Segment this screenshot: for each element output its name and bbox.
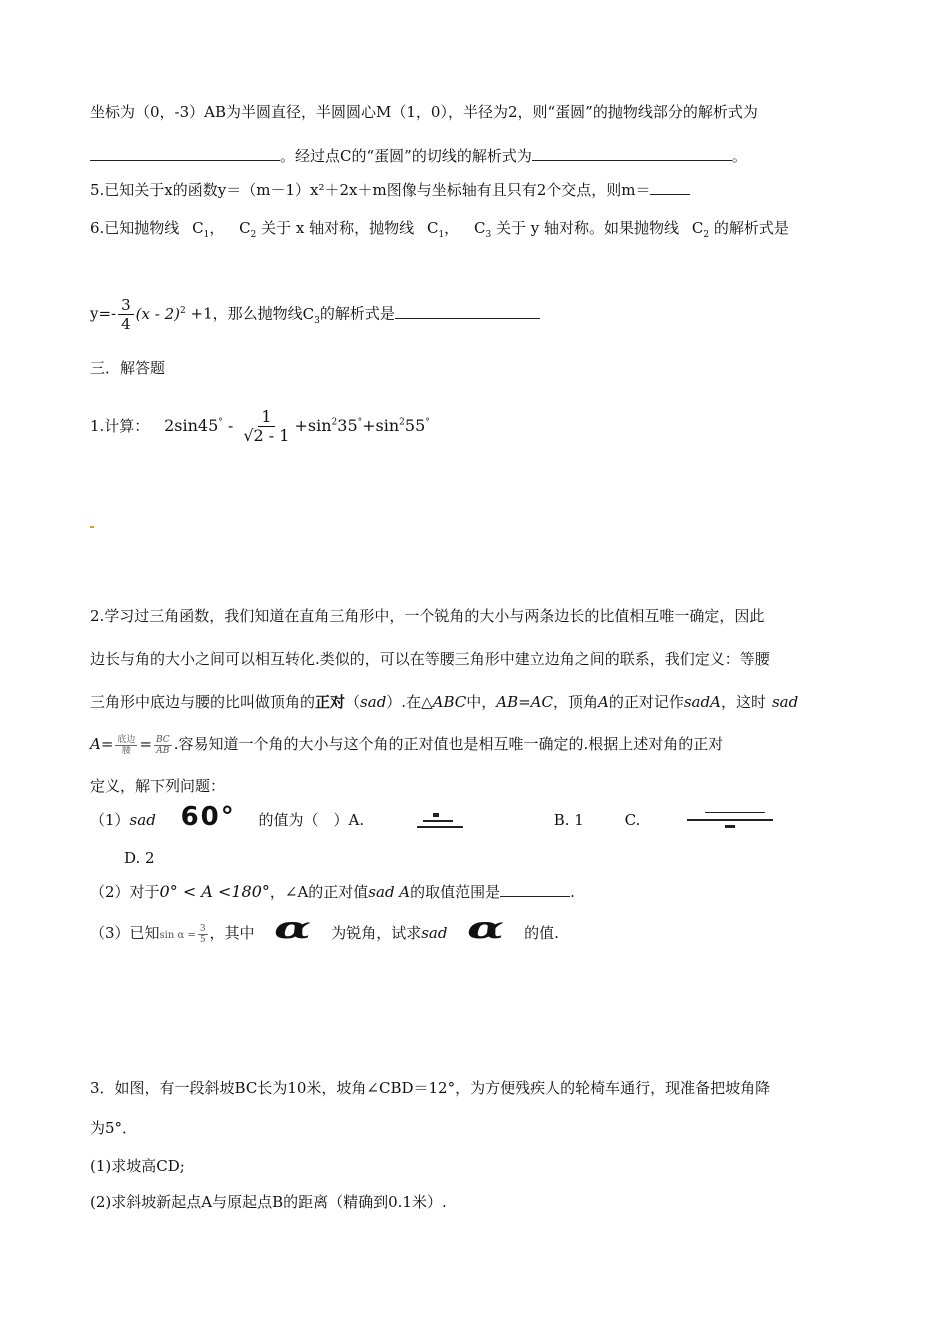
option-d: D. 2 [124, 849, 155, 867]
question-text: 关于 [261, 219, 292, 237]
problem-3-line: (2)求斜坡新起点A与原起点B的距离（精确到0.1米）. [90, 1193, 447, 1211]
ink-speck [90, 526, 94, 528]
inequality: 0° < A <180° [159, 882, 270, 901]
curve-c3: $C_3$ [473, 219, 492, 240]
problem-2-line: 2.学习过三角函数，我们知道在直角三角形中，一个锐角的大小与两条边长的比值相互唯一确定，因此 [90, 607, 765, 625]
problem-3-line: 3．如图，有一段斜坡BC长为10米，坡角∠CBD＝12°，为方便残疾人的轮椅车通行，现准备把坡角降 [90, 1079, 771, 1097]
problem-2-line: 三角形中底边与腰的比叫做顶角的正对（sad）.在△ABC中，AB=AC，顶角A的正对记作sadA，这时 sad [90, 693, 799, 711]
question-text: 关于 [495, 219, 526, 237]
problem-text: 。经过点C的“蛋圆”的切线的解析式为 [280, 147, 532, 165]
problem-text-line: 坐标为（0，-3）AB为半圆直径，半圆圆心M（1，0），半径为2，则“蛋圆”的抛物线部分的解析式为 [90, 103, 758, 121]
answer-blank [395, 304, 540, 319]
question-text: 轴对称，抛物线 [309, 219, 415, 237]
question-text: 6.已知抛物线 [90, 219, 180, 237]
answer-blank [650, 180, 690, 195]
formula-body: (x - 2)$^2$ [135, 304, 186, 323]
question-text: 5.已知关于x的函数y＝（m－1）x²＋2x＋m图像与坐标轴有且只有2个交点，则m＝ [90, 181, 651, 199]
question-6-formula [90, 296, 540, 333]
question-text: 的解析式是 [713, 219, 789, 237]
curve-c3: $C_3$ [302, 304, 320, 326]
problem-text-line [90, 146, 747, 166]
option-a-fraction-image [415, 809, 465, 833]
section-heading: 三．解答题 [90, 359, 166, 377]
question-5 [90, 180, 690, 200]
curve-c2: $C_2$ [691, 219, 710, 240]
problem-text: 。 [731, 147, 747, 165]
problem-2-line: 边长与角的大小之间可以相互转化.类似的，可以在等腰三角形中建立边角之间的联系，我们定义：等腰 [90, 650, 770, 668]
curve-c2: $C_2$ [239, 219, 257, 240]
answer-blank [90, 146, 280, 161]
calc-question [90, 408, 430, 445]
fraction: $\frac{BC}{AB}$ [156, 734, 170, 756]
separator: ， [444, 219, 460, 237]
problem-2-line: A= $\frac{\text{底边}}{\text{腰}}$ = $\frac{BC}{AB}$ .容易知道一个角的大小与这个角的正对值也是相互唯一确定的.根据上述对角的正对 [90, 734, 724, 756]
x-axis-symbol: x [295, 219, 305, 237]
alpha-symbol: α [274, 911, 312, 946]
fraction: $\frac{3}{5}$ [199, 923, 206, 945]
question-text: 轴对称。如果抛物线 [544, 219, 680, 237]
answer-blank [532, 146, 732, 161]
problem-3-line: (1)求坡高CD; [90, 1157, 185, 1175]
problem-3-line: 为5°． [90, 1119, 138, 1137]
sub-question-2: （2）对于0° < A <180°，∠A的正对值sad A的取值范围是 . [90, 882, 575, 901]
sin-alpha: sin α = [159, 930, 196, 941]
alpha-symbol: α [467, 911, 505, 946]
calc-expression: 2sin45° - $\frac{1}{√2 - 1}$ $+\sin^235^\circ+\sin^255^\circ$ [164, 407, 430, 445]
sub-question-3: （3）已知sin α = $\frac{3}{5}$ ，其中 α 为锐角，试求sad α 的值. [90, 911, 559, 946]
answer-blank [500, 882, 570, 897]
question-text: 的解析式是 [319, 304, 395, 323]
separator: ， [209, 219, 225, 237]
sub-question-1: （1）sad 60° 的值为（ ）A. B. 1 C. [90, 806, 775, 833]
fraction: $\frac{3}{4}$ [118, 296, 134, 333]
formula-lead: y=- [90, 304, 117, 323]
curve-c1: $C_1$ [426, 219, 445, 240]
question-text: +1，那么抛物线 [190, 304, 303, 323]
problem-2-line: 定义，解下列问题： [90, 777, 226, 795]
option-c-fraction-image [685, 809, 775, 833]
question-label: 1.计算： [90, 417, 150, 435]
curve-c1: $C_1$ [192, 219, 210, 240]
y-axis-symbol: y [530, 219, 540, 237]
question-6 [90, 218, 789, 245]
fraction: $\frac{\text{底边}}{\text{腰}}$ [117, 734, 136, 756]
angle-60: 60° [180, 802, 236, 832]
